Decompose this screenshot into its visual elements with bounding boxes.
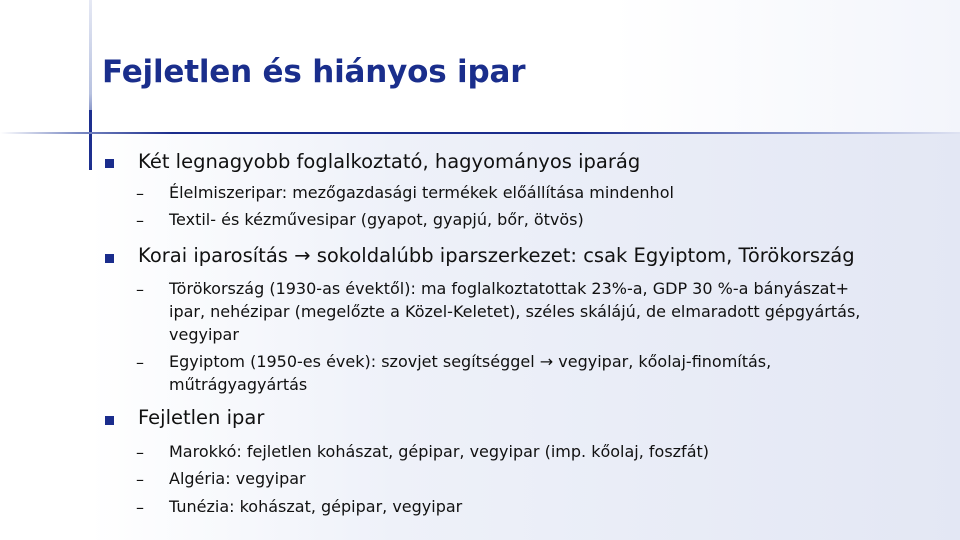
bullet-3-sub-3: Tunézia: kohászat, gépipar, vegyipar <box>169 497 463 516</box>
bullet-1-sub-1: Élelmiszeripar: mezőgazdasági termékek előállítása mindenhol <box>169 183 674 202</box>
bullet-2-sub-2-before: Egyiptom (1950-es évek): szovjet segítséggel <box>169 352 535 371</box>
bullet-3-sub-1: Marokkó: fejletlen kohászat, gépipar, vegyipar (imp. kőolaj, foszfát) <box>169 442 710 461</box>
dash-icon: – <box>136 470 144 489</box>
arrow-right-icon: → <box>294 244 311 267</box>
bullet-2-text-before: Korai iparosítás <box>138 244 288 267</box>
arrow-right-icon: → <box>539 352 554 371</box>
bullet-2-sub-1-line-3: vegyipar <box>169 325 239 344</box>
bullet-1-text: Két legnagyobb foglalkoztató, hagyományos iparág <box>138 150 641 173</box>
dash-icon: – <box>136 443 144 462</box>
bullet-2-sub-1-line-1: Törökország (1930-as évektől): ma foglalkoztatottak 23%-a, GDP 30 %-a bányászat+ <box>169 279 850 298</box>
bullet-3-sub-2: Algéria: vegyipar <box>169 469 306 488</box>
dash-icon: – <box>136 353 144 372</box>
dash-icon: – <box>136 498 144 517</box>
dash-icon: – <box>136 280 144 299</box>
dash-icon: – <box>136 184 144 203</box>
bullet-2-sub-2-after: vegyipar, kőolaj-finomítás, <box>558 352 772 371</box>
slide-title: Fejletlen és hiányos ipar <box>102 54 526 90</box>
bullet-3-text: Fejletlen ipar <box>138 406 265 429</box>
bullet-2-text <box>138 244 855 267</box>
square-bullet-icon <box>105 159 114 168</box>
bullet-2-text-after: sokoldalúbb iparszerkezet: csak Egyiptom, Törökország <box>316 244 855 267</box>
bullet-1-sub-2: Textil- és kézművesipar (gyapot, gyapjú, bőr, ötvös) <box>169 210 584 229</box>
square-bullet-icon <box>105 254 114 263</box>
square-bullet-icon <box>105 416 114 425</box>
bullet-2-sub-2-line-2: műtrágyagyártás <box>169 375 308 394</box>
dash-icon: – <box>136 211 144 230</box>
bullet-2-sub-1-line-2: ipar, nehézipar (megelőzte a Közel-Keletet), széles skálájú, de elmaradott gépgyártás, <box>169 302 861 321</box>
bullet-2-sub-2-line-1 <box>169 351 771 374</box>
